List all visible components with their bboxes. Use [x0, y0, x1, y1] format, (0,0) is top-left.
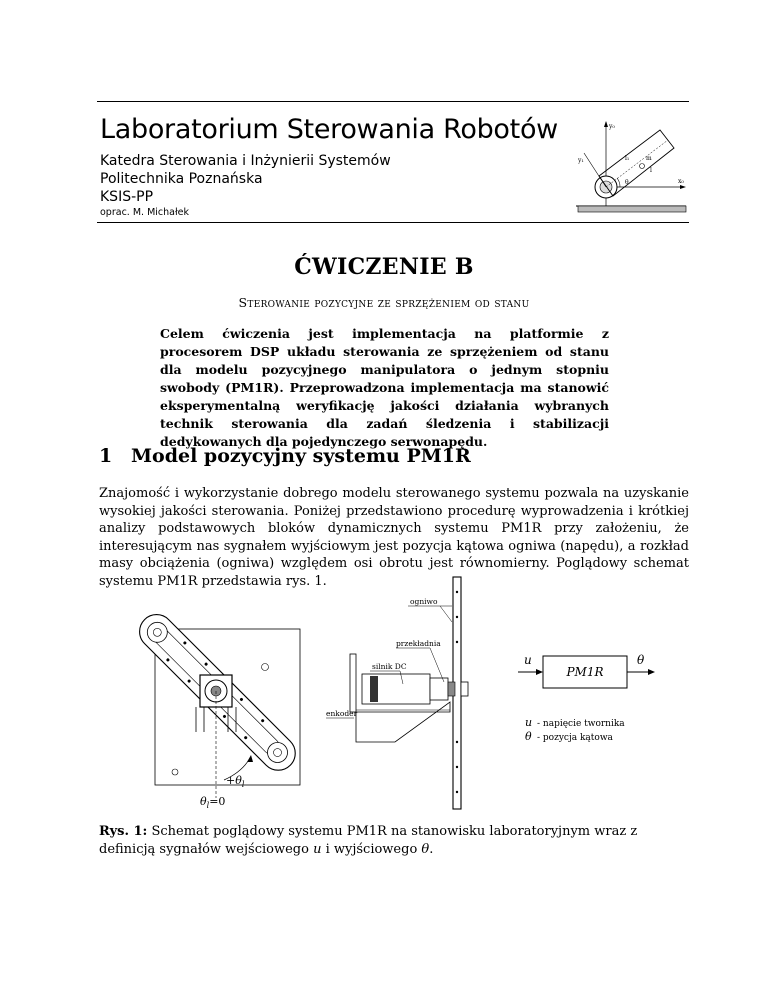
legend-theta-symbol: θ — [525, 730, 532, 743]
length-label: l — [650, 167, 652, 174]
pm1r-system-figure — [100, 572, 680, 812]
pm1r-block-label: PM1R — [566, 665, 604, 679]
y0-axis-label: y₀ — [609, 123, 615, 130]
caption-text-2: i wyjściowego — [321, 842, 422, 857]
legend-u-text: - napięcie twornika — [537, 719, 625, 729]
figure-caption — [99, 823, 689, 859]
label-ogniwo: ogniwo — [410, 597, 438, 606]
manipulator-schematic — [572, 118, 690, 216]
section-number: 1 — [99, 445, 113, 467]
legend-u-symbol: u — [525, 716, 533, 729]
side-view-diagram — [326, 577, 468, 809]
l1-label: l₁ — [625, 155, 630, 162]
header-bottom-rule — [97, 222, 689, 223]
top-view-diagram — [133, 608, 303, 798]
angle-zero-label: $\theta_l=0$ — [200, 795, 226, 810]
caption-label: Rys. 1: — [99, 824, 148, 839]
legend-theta-text: - pozycja kątowa — [537, 733, 613, 743]
section-paragraph: Znajomość i wykorzystanie dobrego modelu sterowanego systemu pozwala na uzyskanie wysokiej jakości sterowania. Poniżej przedstawiono procedurę wyprowadzenia i krótkiej analizy podstawowych bloków dynamicznych systemu PM1R przy założeniu, że interesującym nas sygnałem wyjściowym jest pozycja kątowa ogniwa (napędu), a rozkład masy obciążenia (ogniwa) względem osi obrotu jest równomierny. Poglądowy schemat systemu PM1R przedstawia rys. 1. — [99, 486, 689, 589]
author-credit: oprac. M. Michałek — [100, 207, 190, 218]
label-silnik: silnik DC — [372, 662, 407, 671]
y1-axis-label: y₁ — [578, 157, 584, 164]
caption-text-1: Schemat poglądowy systemu PM1R na stanowisku laboratoryjnym wraz z definicją sygnałów wejściowego — [99, 824, 638, 857]
header-top-rule — [97, 101, 689, 102]
caption-text-3: . — [429, 842, 434, 857]
x0-axis-label: x₀ — [678, 178, 684, 185]
affiliation-university: Politechnika Poznańska — [100, 171, 263, 187]
section-title: Model pozycyjny systemu PM1R — [131, 445, 471, 467]
input-symbol: u — [524, 653, 532, 667]
abstract: Celem ćwiczenia jest implementacja na platformie z procesorem DSP układu sterowania ze sprzężeniem od stanu dla modelu pozycyjnego manipulatora o jednym stopniu swobody (PM1R). Przeprowadzona implementacja ma stanowić eksperymentalną weryfikację jakości działania wybranych technik sterowania dla zadań śledzenia i stabilizacji dedykowanych dla pojedynczego serwonapędu. — [160, 326, 609, 449]
exercise-subtitle: Sterowanie pozycyjne ze sprzężeniem od stanu — [238, 295, 530, 310]
caption-u: u — [313, 842, 322, 857]
exercise-title: ĆWICZENIE B — [294, 254, 474, 280]
output-symbol: θ — [637, 653, 645, 667]
label-enkoder: enkoder — [326, 709, 358, 718]
mass-label: m — [646, 155, 652, 162]
angle-positive-label: $+\theta_l$ — [226, 774, 245, 789]
caption-theta: θ — [421, 842, 430, 857]
affiliation-acronym: KSIS-PP — [100, 189, 154, 205]
affiliation-department: Katedra Sterowania i Inżynierii Systemów — [100, 153, 391, 169]
theta-label: θ — [625, 179, 629, 186]
label-przekladnia: przekładnia — [396, 639, 441, 648]
lab-title: Laboratorium Sterowania Robotów — [100, 114, 558, 145]
